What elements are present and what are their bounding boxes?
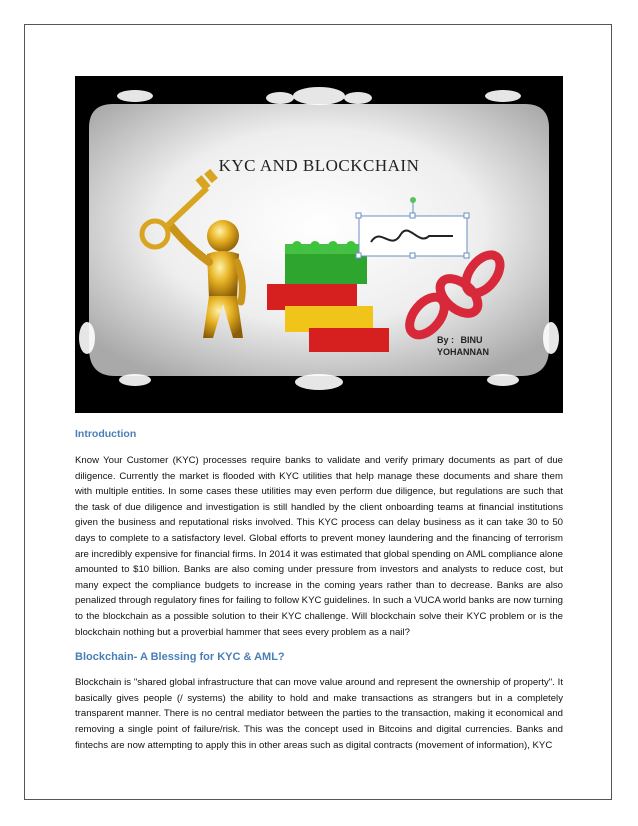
- byline-prefix: By :: [437, 335, 455, 345]
- document-body: [75, 428, 563, 753]
- cover-illustration: [75, 76, 563, 413]
- byline-first-name: BINU: [460, 335, 483, 345]
- svg-text:By : BINU: [437, 335, 483, 345]
- introduction-heading: Introduction: [75, 428, 137, 440]
- cover-banner: [75, 76, 563, 413]
- introduction-paragraph: Know Your Customer (KYC) processes require banks to validate and verify primary documents as part of due diligence. Currently the market is flooded with KYC utilities that help manage these documents and share them with multiple entities. In some cases these utilities may even perform due diligence, but regulations are such that the task of due diligence and investigation is still handled by the client onboarding teams at financial institutions given the business and reputational risks involved. This KYC process can delay business as it can take 30 to 50 days to complete to a satisfactory level. Global efforts to prevent money laundering and the financing of terrorism are incredibly expensive for financial firms. In 2014 it was estimated that global spending on AML compliance alone amounted to $10 billion. Banks are also coming under pressure from investors and analysts to reduce cost, but many expect the compliance budgets to increase in the coming years rather than to decrease. Banks are also penalized through regulatory fines for failing to follow KYC guidelines. In such a VUCA world banks are now turning to the blockchain as a possible solution to their KYC challenge. Will blockchain solve their KYC problem or is the blockchain nothing but a proverbial hammer that sees every problem as a nail?: [75, 455, 563, 638]
- blessing-heading: Blockchain- A Blessing for KYC & AML?: [75, 651, 285, 664]
- byline-last-name: YOHANNAN: [437, 347, 490, 357]
- banner-title: KYC AND BLOCKCHAIN: [218, 156, 420, 175]
- blessing-paragraph: Blockchain is "shared global infrastructure that can move value around and represent the ownership of property". It basically gives people (/ systems) the ability to hold and make transactions as strangers but in a completely transparent manner. There is no central mediator between the parties to the transaction, making it economical and removing a single point of failure/risk. This was the concept used in Bitcoins and digital currencies. Banks and fintechs are now attempting to apply this in other areas such as digital contracts (movement of information), KYC: [75, 677, 563, 751]
